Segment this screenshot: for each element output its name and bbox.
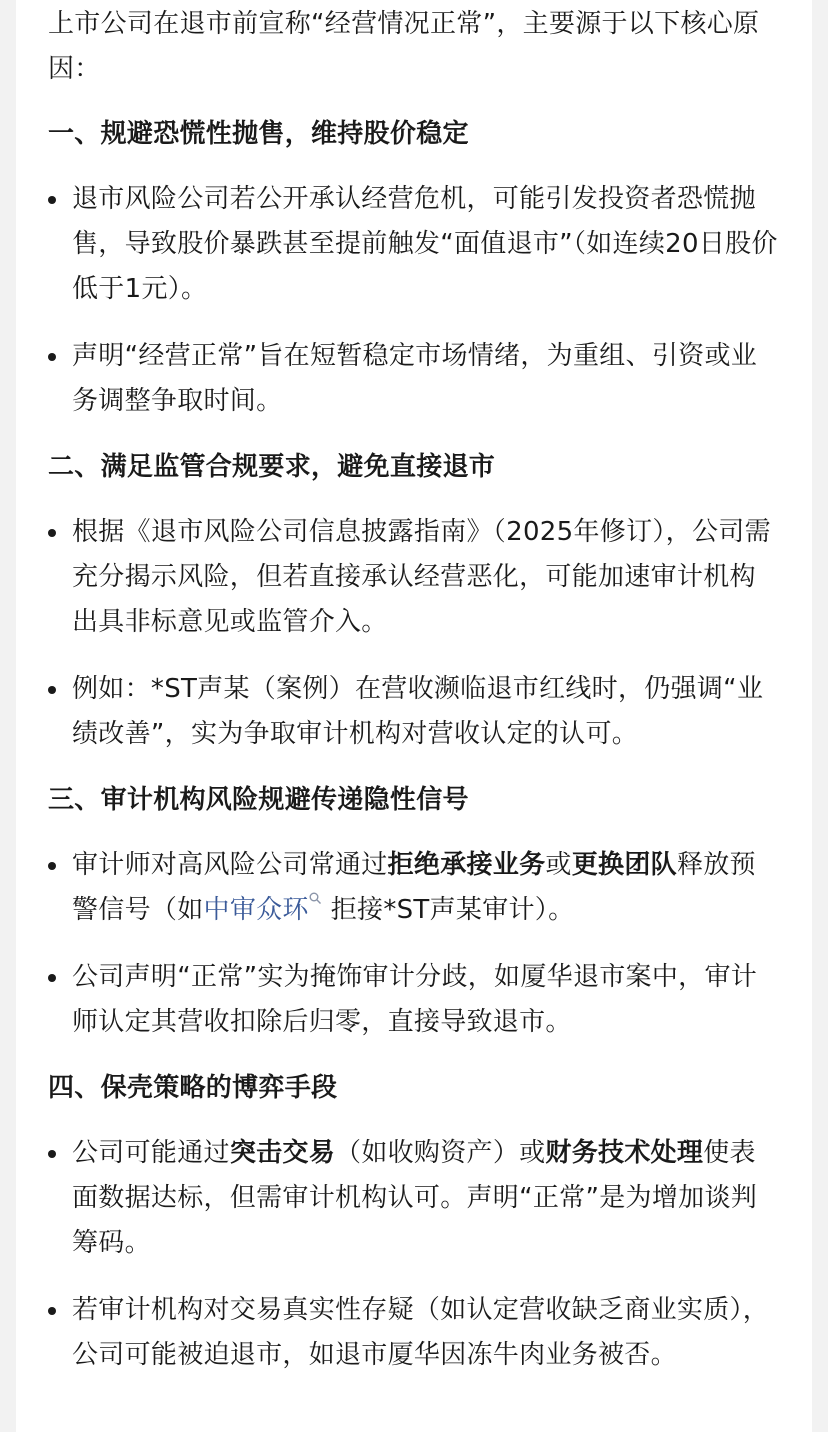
bullet-text-part: 或 <box>545 850 572 880</box>
bullet-text: 声明“经营正常”旨在短暂稳定市场情绪，为重组、引资或业务调整争取时间。 <box>72 341 758 416</box>
bullet-text-part: （如收购资产）或 <box>335 1138 546 1168</box>
list-item <box>48 1131 780 1266</box>
section-1-list <box>48 177 780 424</box>
bullet-text-part: 拒接*ST声某审计）。 <box>330 895 575 925</box>
list-item <box>48 955 780 1045</box>
bullet-text-part: 公司可能通过 <box>72 1138 230 1168</box>
bullet-dot-icon <box>48 686 56 694</box>
section-heading-4: 四、保壳策略的博弈手段 <box>48 1073 338 1103</box>
section-heading-2: 二、满足监管合规要求，避免直接退市 <box>48 452 496 482</box>
list-item <box>48 177 780 312</box>
section-2-list <box>48 510 780 757</box>
section-3-list <box>48 843 780 1045</box>
list-item <box>48 667 780 757</box>
bullet-dot-icon <box>48 353 56 361</box>
article-content <box>16 0 812 1432</box>
section-heading-1: 一、规避恐慌性抛售，维持股价稳定 <box>48 119 469 149</box>
list-item <box>48 510 780 645</box>
bullet-dot-icon <box>48 529 56 537</box>
bullet-text: 若审计机构对交易真实性存疑（如认定营收缺乏商业实质），公司可能被迫退市，如退市厦华因冻牛肉业务被否。 <box>72 1295 770 1370</box>
bullet-text: 退市风险公司若公开承认经营危机，可能引发投资者恐慌抛售，导致股价暴跌甚至提前触发“面值退市”（如连续20日股价低于1元）。 <box>72 184 778 304</box>
section-heading-3: 三、审计机构风险规避传递隐性信号 <box>48 785 469 815</box>
bold-phrase-surprise-deal: 突击交易 <box>229 1138 336 1168</box>
section-4-list <box>48 1131 780 1378</box>
list-item <box>48 843 780 933</box>
bullet-dot-icon <box>48 1307 56 1315</box>
list-item <box>48 334 780 424</box>
bullet-dot-icon <box>48 196 56 204</box>
bullet-dot-icon <box>48 862 56 870</box>
bullet-text: 例如：*ST声某（案例）在营收濒临退市红线时，仍强调“业绩改善”，实为争取审计机构对营收认定的认可。 <box>72 674 764 749</box>
list-item <box>48 1288 780 1378</box>
bullet-dot-icon <box>48 974 56 982</box>
bold-phrase-refuse-business: 拒绝承接业务 <box>387 850 546 880</box>
bullet-text: 根据《退市风险公司信息披露指南》（2025年修订），公司需充分揭示风险，但若直接承认经营恶化，可能加速审计机构出具非标意见或监管介入。 <box>72 517 771 637</box>
bold-phrase-change-team: 更换团队 <box>571 850 677 880</box>
bold-phrase-financial-technique: 财务技术处理 <box>545 1138 704 1168</box>
bullet-text-part: 释放预警信号（如 <box>72 850 756 925</box>
search-link-zhongshen-zhonghuan[interactable]: 中审众环 <box>203 895 309 925</box>
bullet-text: 公司声明“正常”实为掩饰审计分歧，如厦华退市案中，审计师认定其营收扣除后归零，直接导致退市。 <box>72 962 758 1037</box>
intro-paragraph: 上市公司在退市前宣称“经营情况正常”，主要源于以下核心原因： <box>48 9 760 84</box>
bullet-dot-icon <box>48 1150 56 1158</box>
bullet-text-part: 使表面数据达标，但需审计机构认可。声明“正常”是为增加谈判筹码。 <box>72 1138 758 1258</box>
search-icon[interactable] <box>309 888 323 908</box>
bullet-text-part: 审计师对高风险公司常通过 <box>72 850 388 880</box>
